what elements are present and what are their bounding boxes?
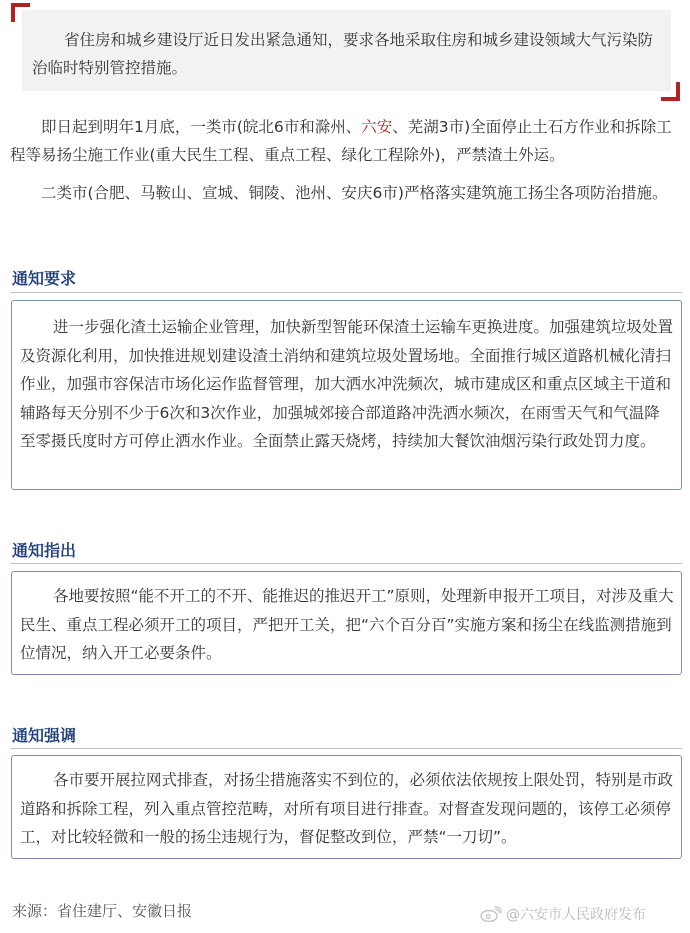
section-text-requirements: 进一步强化渣土运输企业管理，加快新型智能环保渣土运输车更换进度。加强建筑垃圾处置及资源化利用，加快推进规划建设渣土消纳和建筑垃圾处置场地。全面推行城区道路机械化清扫作业，加强市容保洁市场化运作监督管理，加大洒水冲洗频次，城市建成区和重点区域主干道和辅路每天分别不少于6次和3次作业，加强城郊接合部道路冲洗洒水频次，在雨雪天气和气温降至零摄氏度时方可停止洒水作业。全面禁止露天烧烤，持续加大餐饮油烟污染行政处罚力度。 [20,318,674,450]
paragraph-class-two-cities: 二类市(合肥、马鞍山、宣城、铜陵、池州、安庆6市)严格落实建筑施工扬尘各项防治措施。 [41,184,668,202]
section-title-points: 通知指出 [12,541,77,560]
paragraph-text-before: 即日起到明年1月底，一类市(皖北6市和滁州、 [41,118,362,136]
section-title-emphasis: 通知强调 [12,726,77,745]
section-divider [10,292,682,293]
watermark-text: @六安市人民政府发布 [506,907,646,923]
section-divider [10,748,682,749]
weibo-icon [480,906,502,922]
paragraph-text-after: 、芜湖3市)全面停止土石方作业和拆除工程等易扬尘施工作业(重大民生工程、重点工程、绿化工程除外)，严禁渣土外运。 [10,118,672,164]
quote-corner-bottom-right [661,82,680,101]
highlight-luan: 六安 [361,118,393,136]
intro-text: 省住房和城乡建设厅近日发出紧急通知，要求各地采取住房和城乡建设领域大气污染防治临时特别管控措施。 [32,31,654,77]
quote-corner-top-left [11,3,30,22]
source-credit: 来源：省住建厅、安徽日报 [12,902,193,920]
section-divider [10,563,682,564]
section-title-requirements: 通知要求 [12,269,77,288]
section-text-points: 各地要按照“能不开工的不开、能推迟的推迟开工”原则，处理新申报开工项目，对涉及重大民生、重点工程必须开工的项目，严把开工关，把“六个百分百”实施方案和扬尘在线监测措施到位情况，纳入开工必要条件。 [20,587,674,662]
section-text-emphasis: 各市要开展拉网式排查，对扬尘措施落实不到位的，必须依法依规按上限处罚，特别是市政道路和拆除工程，列入重点管控范畴，对所有项目进行排查。对督查发现问题的，该停工必须停工，对比较轻微和一般的扬尘违规行为，督促整改到位，严禁“一刀切”。 [20,771,674,846]
paragraph-class-one-cities [10,113,682,169]
watermark [480,904,646,924]
